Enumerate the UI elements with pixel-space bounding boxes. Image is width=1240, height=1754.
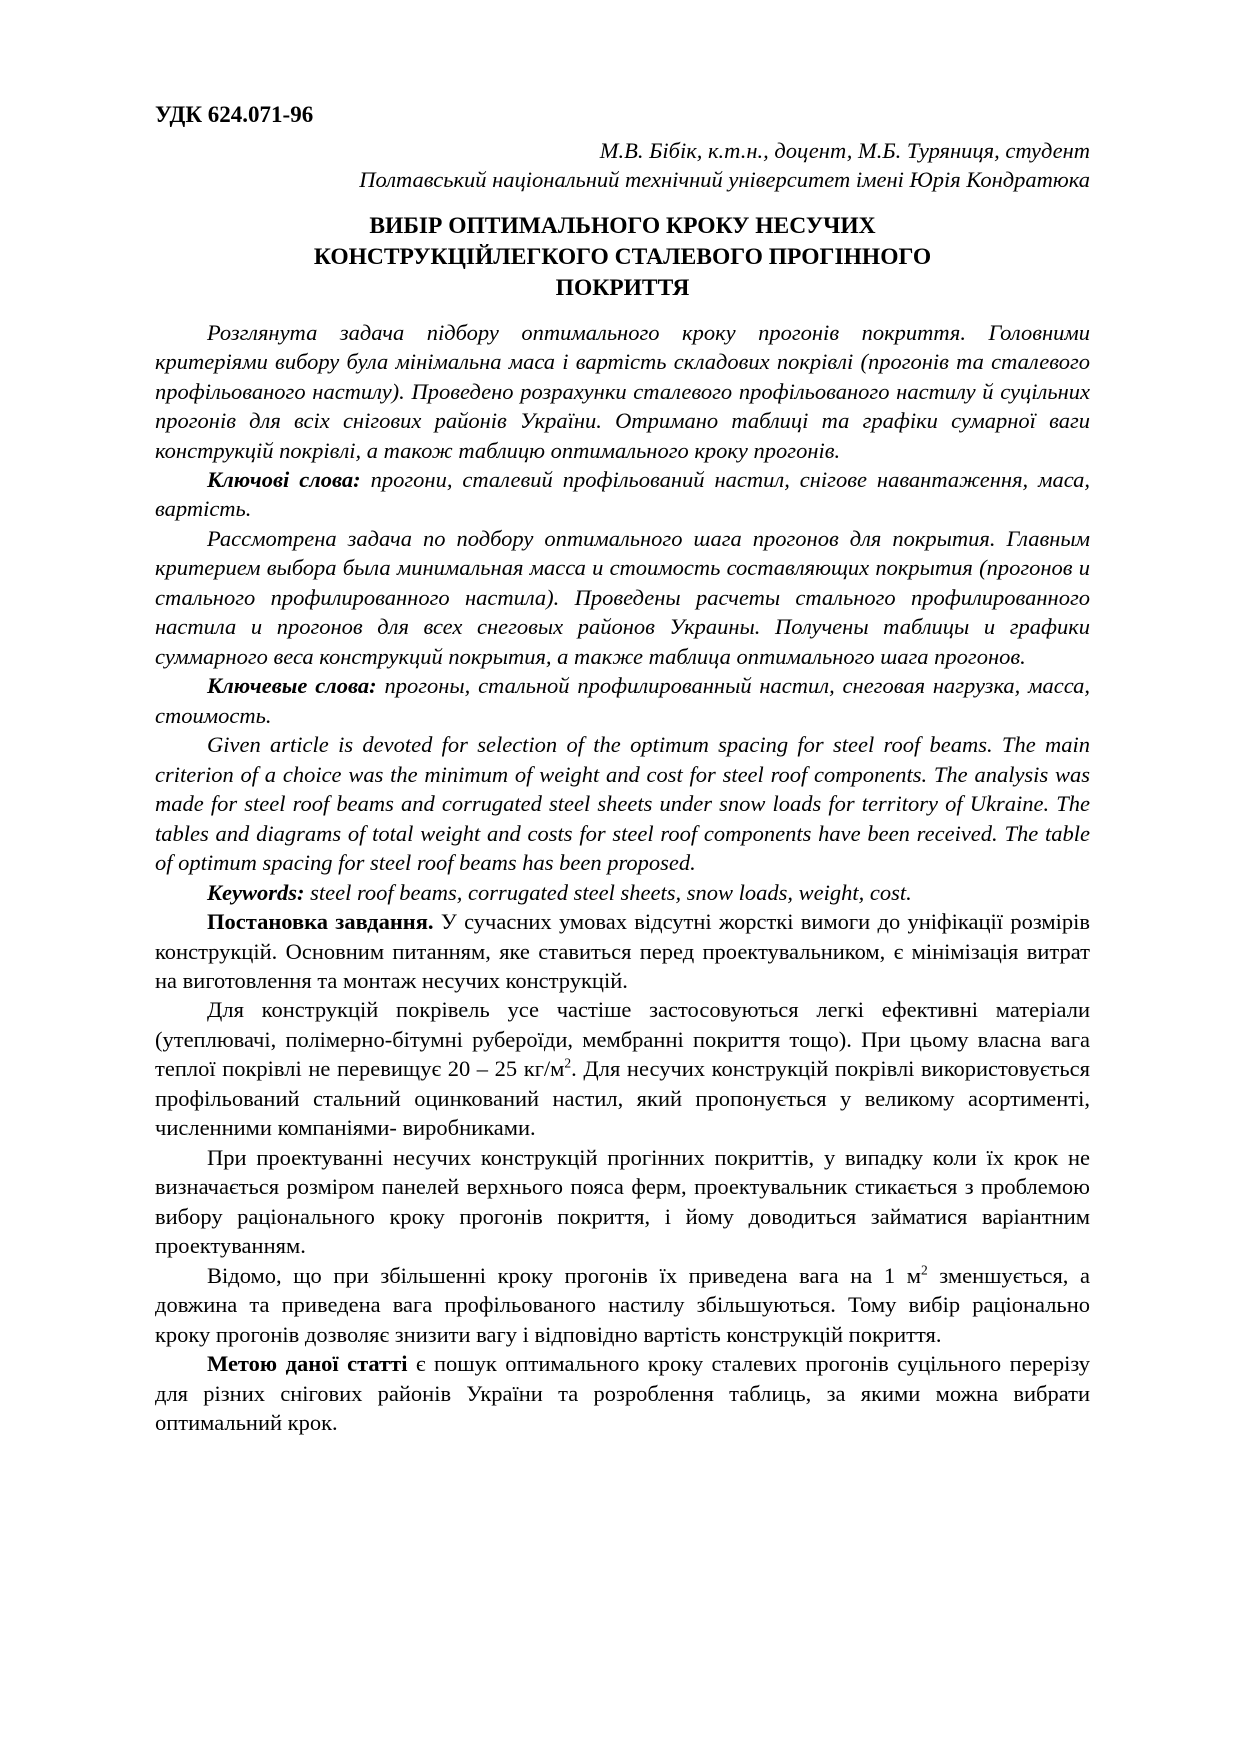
paragraph-text: зменшується, а довжина та приведена вага профільованого настилу збільшуються. Тому вибір раціонально кроку прогонів дозволяє знизити вагу і відповідно вартість конструкцій покриття. xyxy=(155,1262,1090,1347)
keywords-ukrainian-label: Ключові слова: xyxy=(207,467,361,493)
paragraph-text: Для конструкцій покрівель усе частіше застосовуються легкі ефективні матеріали (утеплювачі, полімерно-бітумні рубероїди, мембранні покриття тощо). При цьому власна вага теплої покрівлі не перевищує 20 – 25 кг/м xyxy=(155,997,1090,1082)
keywords-russian-text: прогоны, стальной профилированный настил, снеговая нагрузка, масса, стоимость. xyxy=(155,673,1090,728)
superscript: 2 xyxy=(920,1262,928,1278)
paragraph-article-goal xyxy=(155,1349,1090,1437)
keywords-english-label: Keywords: xyxy=(207,879,305,905)
keywords-english-text: steel roof beams, corrugated steel sheets, snow loads, weight, cost. xyxy=(310,879,912,905)
paper-title: ВИБІР ОПТИМАЛЬНОГО КРОКУ НЕСУЧИХ КОНСТРУКЦІЙЛЕГКОГО СТАЛЕВОГО ПРОГІННОГО ПОКРИТТЯ xyxy=(313,212,932,301)
keywords-ukrainian xyxy=(155,465,1090,524)
paragraph-text: . Для несучих конструкцій покрівлі використовується профільований стальний оцинкований настил, який пропонується у великому асортименті, численними компаніями- виробниками. xyxy=(155,1056,1090,1141)
keywords-russian-label: Ключевые слова: xyxy=(207,673,377,699)
paragraph-weight-relation xyxy=(155,1261,1090,1349)
paragraph-materials xyxy=(155,995,1090,1142)
paragraph-text: Відомо, що при збільшенні кроку прогонів їх приведена вага на 1 м xyxy=(207,1262,921,1288)
udc-code: УДК 624.071-96 xyxy=(155,102,314,127)
keywords-russian xyxy=(155,671,1090,730)
keywords-english xyxy=(155,878,1090,907)
paragraph-problem-statement xyxy=(155,907,1090,995)
affiliation-line: Полтавський національний технічний університет імені Юрія Кондратюка xyxy=(359,167,1090,193)
keywords-ukrainian-text: прогони, сталевий профільований настил, снігове навантаження, маса, вартість. xyxy=(155,467,1090,522)
superscript: 2 xyxy=(564,1055,572,1071)
authors-line: М.В. Бібік, к.т.н., доцент, М.Б. Туряниця, студент xyxy=(599,138,1090,164)
paragraph-text: є пошук оптимального кроку сталевих прогонів суцільного перерізу для різних снігових районів України та розроблення таблиць, за якими можна вибрати оптимальний крок. xyxy=(155,1351,1091,1436)
abstract-russian: Рассмотрена задача по подбору оптимального шага прогонов для покрытия. Главным критерием выбора была минимальная масса и стоимость составляющих покрытия (прогонов и стального профилированного настила). Проведены расчеты стального профилированного настила и прогонов для всех снеговых районов Украины. Получены таблицы и графики суммарного веса конструкций покрытия, а также таблица оптимального шага прогонов. xyxy=(155,525,1090,669)
abstract-ukrainian: Розглянута задача підбору оптимального кроку прогонів покриття. Головними критеріями вибору була мінімальна маса і вартість складових покрівлі (прогонів та сталевого профільованого настилу). Проведено розрахунки сталевого профільованого настилу й суцільних прогонів для всіх снігових районів України. Отримано таблиці та графіки сумарної ваги конструкцій покрівлі, а також таблицю оптимального кроку прогонів. xyxy=(155,319,1090,463)
paragraph-design-problem: При проектуванні несучих конструкцій прогінних покриттів, у випадку коли їх крок не визначається розміром панелей верхнього пояса ферм, проектувальник стикається з проблемою вибору раціонального кроку прогонів покриття, і йому доводиться займатися варіантним проектуванням. xyxy=(155,1144,1090,1259)
paragraph-lead: Постановка завдання. xyxy=(207,909,434,935)
paragraph-lead: Метою даної статті xyxy=(207,1351,408,1377)
paragraph-text: У сучасних умовах відсутні жорсткі вимоги до уніфікації розмірів конструкцій. Основним питанням, яке ставиться перед проектувальником, є мінімізація витрат на виготовлення та монтаж несучих конструкцій. xyxy=(155,909,1091,993)
abstract-english: Given article is devoted for selection of the optimum spacing for steel roof beams. The main criterion of a choice was the minimum of weight and cost for steel roof components. The analysis was made for steel roof beams and corrugated steel sheets under snow loads for territory of Ukraine. The tables and diagrams of total weight and costs for steel roof components have been received. The table of optimum spacing for steel roof beams has been proposed. xyxy=(155,732,1090,876)
